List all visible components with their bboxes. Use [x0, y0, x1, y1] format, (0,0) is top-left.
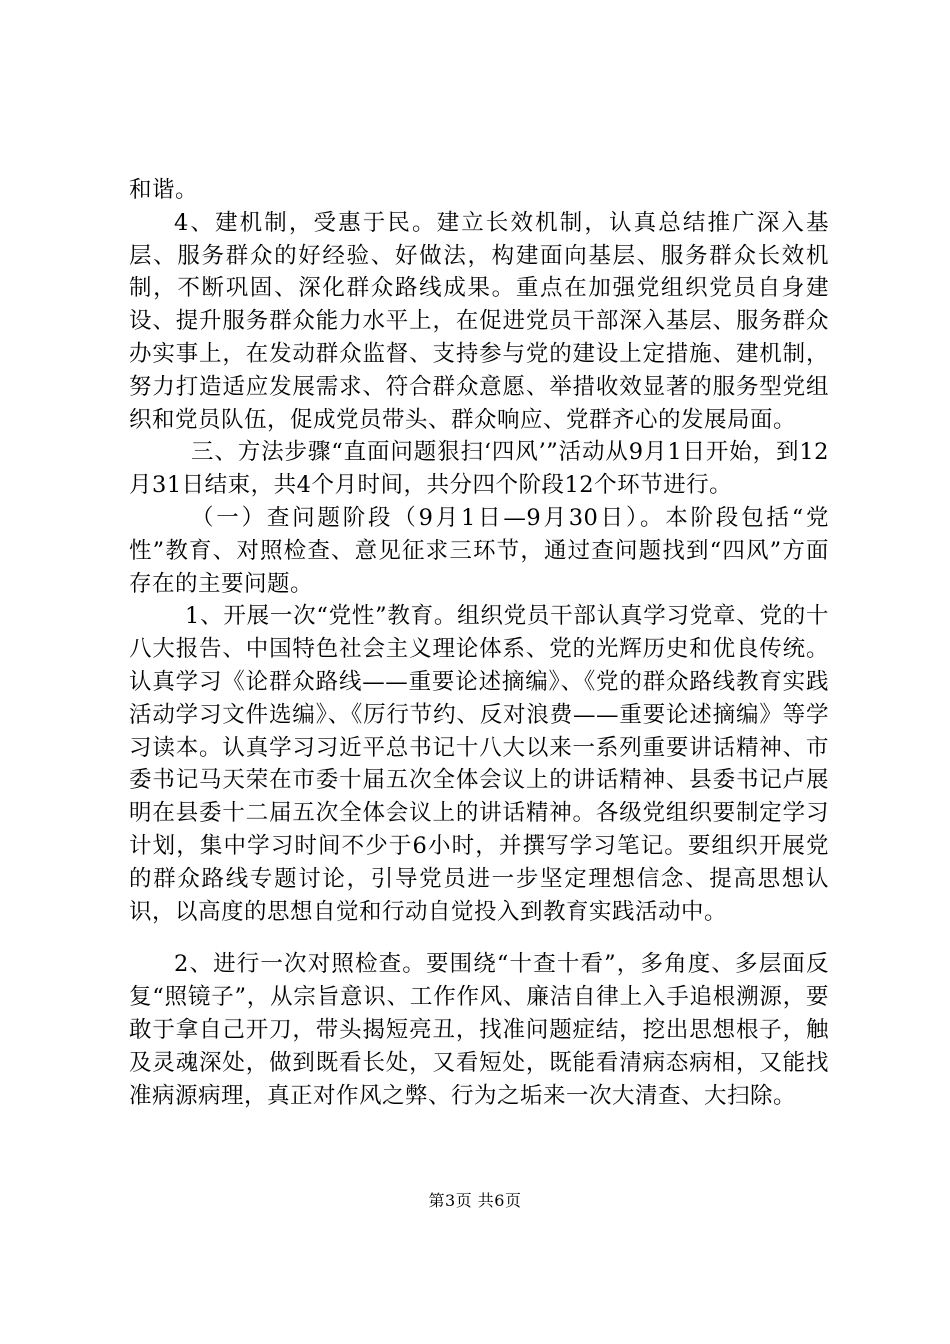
page-footer: 第3页 共6页: [428, 1191, 522, 1210]
paragraph-mechanism: 4、建机制，受惠于民。建立长效机制，认真总结推广深入基层、服务群众的好经验、好做法，构建面向基层、服务群众长效机制，不断巩固、深化群众路线成果。重点在加强党组织党员自身建设、提升服务群众能力水平上，在促进党员干部深入基层、服务群众办实事上，在发动群众监督、支持参与党的建设上定措施、建机制，努力打造适应发展需求、符合群众意愿、举措收效显著的服务型党组织和党员队伍，促成党员带头、群众响应、党群齐心的发展局面。: [129, 209, 829, 433]
document-body: [129, 174, 829, 1112]
paragraph-method-steps: 三、方法步骤“直面问题狠扫‘四风’”活动从9月1日开始，到12月31日结束，共4个月时间，共分四个阶段12个环节进行。: [129, 439, 829, 499]
paragraph-continuation: 和谐。: [129, 177, 199, 203]
paragraph-self-check: 2、进行一次对照检查。要围绕“十查十看”，多角度、多层面反复“照镜子”，从宗旨意识、工作作风、廉洁自律上入手追根溯源，要敢于拿自己开刀，带头揭短亮丑，找准问题症结，挖出思想根子，触及灵魂深处，做到既看长处，又看短处，既能看清病态病相，又能找准病源病理，真正对作风之弊、行为之垢来一次大清查、大扫除。: [129, 951, 829, 1109]
paragraph-party-education: 1、开展一次“党性”教育。组织党员干部认真学习党章、党的十八大报告、中国特色社会主义理论体系、党的光辉历史和优良传统。认真学习《论群众路线——重要论述摘编》、《党的群众路线教育实践活动学习文件选编》、《厉行节约、反对浪费——重要论述摘编》等学习读本。认真学习习近平总书记十八大以来一系列重要讲话精神、市委书记马天荣在市委十届五次全体会议上的讲话精神、县委书记卢展明在县委十二届五次全体会议上的讲话精神。各级党组织要制定学习计划，集中学习时间不少于6小时，并撰写学习笔记。要组织开展党的群众路线专题讨论，引导党员进一步坚定理想信念、提高思想认识，以高度的思想自觉和行动自觉投入到教育实践活动中。: [129, 603, 829, 925]
paragraph-stage-one: （一）查问题阶段（9月1日—9月30日）。本阶段包括“党性”教育、对照检查、意见征求三环节，通过查问题找到“四风”方面存在的主要问题。: [129, 504, 829, 597]
